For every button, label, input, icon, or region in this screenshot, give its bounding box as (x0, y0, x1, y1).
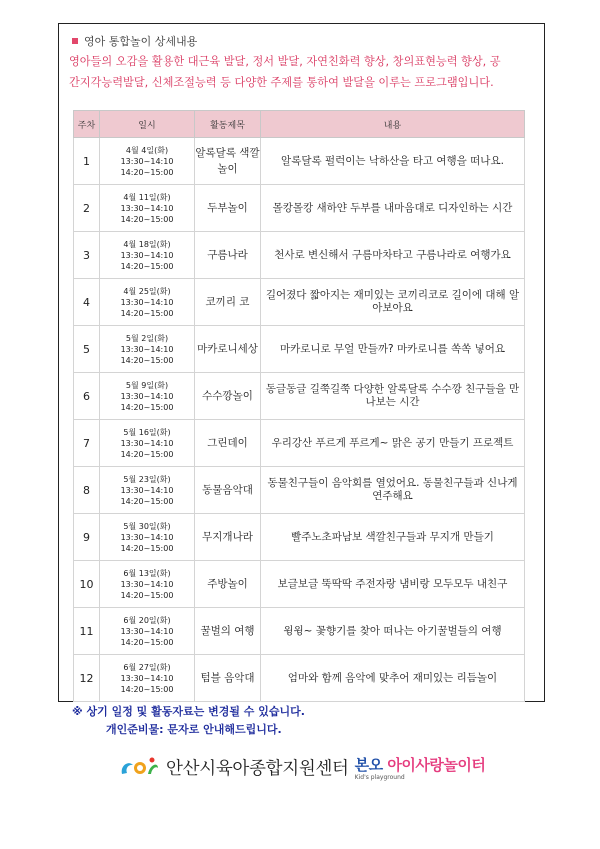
footer (118, 750, 485, 784)
section-heading-text: 영아 통합놀이 상세내용 (84, 35, 198, 48)
intro-text (69, 51, 543, 93)
brand-part-2: 아이사랑놀이터 (387, 755, 486, 774)
row-time-1: 13:30~14:10 (120, 626, 174, 636)
header-content: 내용 (261, 111, 525, 138)
row-date: 6월 20일(화) (123, 615, 171, 625)
row-week: 10 (74, 561, 100, 608)
row-title: 텀블 음악대 (195, 655, 261, 702)
intro-line-1: 영아들의 오감을 활용한 대근육 발달, 정서 발달, 자연친화력 향상, 창의표현능력 향상, 공 (69, 55, 501, 68)
row-time-2: 14:20~15:00 (120, 214, 174, 224)
row-date: 4월 25일(화) (123, 286, 171, 296)
row-content: 동물친구들이 음악회를 열었어요. 동물친구들과 신나게 연주해요 (261, 467, 525, 514)
row-datetime (100, 373, 195, 420)
row-date: 4월 11일(화) (123, 192, 171, 202)
row-time-2: 14:20~15:00 (120, 684, 174, 694)
section-heading (72, 33, 197, 49)
row-title: 동물음악대 (195, 467, 261, 514)
brand-subtitle: Kid's playground (354, 773, 405, 781)
row-time-2: 14:20~15:00 (120, 402, 174, 412)
table-header-row (74, 111, 525, 138)
row-content: 엄마와 함께 음악에 맞추어 재미있는 리듬놀이 (261, 655, 525, 702)
center-logo-icon (118, 754, 160, 780)
header-week: 주차 (74, 111, 100, 138)
row-week: 4 (74, 279, 100, 326)
row-week: 1 (74, 138, 100, 185)
row-time-1: 13:30~14:10 (120, 297, 174, 307)
row-time-1: 13:30~14:10 (120, 156, 174, 166)
row-date: 4월 4일(화) (125, 145, 169, 155)
row-time-1: 13:30~14:10 (120, 344, 174, 354)
row-week: 11 (74, 608, 100, 655)
row-title: 코끼리 코 (195, 279, 261, 326)
row-time-1: 13:30~14:10 (120, 673, 174, 683)
row-content: 몰캉몰캉 새하얀 두부를 내마음대로 디자인하는 시간 (261, 185, 525, 232)
row-title: 꿀벌의 여행 (195, 608, 261, 655)
row-time-1: 13:30~14:10 (120, 391, 174, 401)
row-title: 두부놀이 (195, 185, 261, 232)
row-datetime (100, 514, 195, 561)
row-week: 6 (74, 373, 100, 420)
row-time-2: 14:20~15:00 (120, 543, 174, 553)
table-row (74, 373, 525, 420)
row-time-2: 14:20~15:00 (120, 355, 174, 365)
table-row (74, 608, 525, 655)
row-title: 구름나라 (195, 232, 261, 279)
row-time-2: 14:20~15:00 (120, 167, 174, 177)
row-date: 6월 27일(화) (123, 662, 171, 672)
row-week: 3 (74, 232, 100, 279)
row-date: 5월 16일(화) (123, 427, 171, 437)
row-content: 길어졌다 짧아지는 재미있는 코끼리코로 길이에 대해 알아보아요 (261, 279, 525, 326)
row-time-1: 13:30~14:10 (120, 250, 174, 260)
row-datetime (100, 467, 195, 514)
table-row (74, 420, 525, 467)
table-row (74, 326, 525, 373)
row-time-1: 13:30~14:10 (120, 438, 174, 448)
row-datetime (100, 655, 195, 702)
table-row (74, 138, 525, 185)
row-datetime (100, 326, 195, 373)
table-row (74, 561, 525, 608)
row-content: 빨주노초파남보 색깔친구들과 무지개 만들기 (261, 514, 525, 561)
row-content: 윙윙~ 꽃향기를 찾아 떠나는 아기꿀벌들의 여행 (261, 608, 525, 655)
row-date: 5월 30일(화) (123, 521, 171, 531)
row-datetime (100, 279, 195, 326)
brand-part-1: 본오 (354, 755, 383, 774)
row-datetime (100, 232, 195, 279)
row-title: 수수깡놀이 (195, 373, 261, 420)
brand-logo (355, 754, 486, 781)
row-time-2: 14:20~15:00 (120, 637, 174, 647)
row-datetime (100, 561, 195, 608)
row-date: 5월 2일(화) (125, 333, 169, 343)
row-week: 7 (74, 420, 100, 467)
row-week: 12 (74, 655, 100, 702)
row-content: 우리강산 푸르게 푸르게~ 맑은 공기 만들기 프로젝트 (261, 420, 525, 467)
row-title: 무지개나라 (195, 514, 261, 561)
header-date: 일시 (100, 111, 195, 138)
row-time-1: 13:30~14:10 (120, 532, 174, 542)
row-datetime (100, 608, 195, 655)
row-content: 보글보글 뚝딱딱 주전자랑 냄비랑 모두모두 내친구 (261, 561, 525, 608)
row-date: 5월 23일(화) (123, 474, 171, 484)
table-row (74, 655, 525, 702)
row-week: 5 (74, 326, 100, 373)
center-name: 안산시육아종합지원센터 (166, 758, 349, 779)
row-content: 천사로 변신해서 구름마차타고 구름나라로 여행가요 (261, 232, 525, 279)
header-title: 활동제목 (195, 111, 261, 138)
row-datetime (100, 138, 195, 185)
row-title: 주방놀이 (195, 561, 261, 608)
row-datetime (100, 420, 195, 467)
intro-line-2: 간지각능력발달, 신체조절능력 등 다양한 주제를 통하여 발달을 이루는 프로그램입니다. (69, 76, 494, 89)
notice-line-1: ※ 상기 일정 및 활동자료는 변경될 수 있습니다. (72, 705, 305, 718)
table-row (74, 279, 525, 326)
row-date: 4월 18일(화) (123, 239, 171, 249)
row-content: 마카로니로 무얼 만들까? 마카로니를 쏙쏙 넣어요 (261, 326, 525, 373)
row-time-2: 14:20~15:00 (120, 449, 174, 459)
row-content: 알록달록 펄럭이는 낙하산을 타고 여행을 떠나요. (261, 138, 525, 185)
row-title: 알록달록 색깔놀이 (195, 138, 261, 185)
row-title: 그린데이 (195, 420, 261, 467)
row-title: 마카로니세상 (195, 326, 261, 373)
table-row (74, 232, 525, 279)
notice-line-2: 개인준비물: 문자로 안내해드립니다. (106, 723, 282, 736)
row-time-1: 13:30~14:10 (120, 485, 174, 495)
schedule-table (73, 110, 525, 702)
row-date: 5월 9일(화) (125, 380, 169, 390)
row-week: 8 (74, 467, 100, 514)
row-time-2: 14:20~15:00 (120, 496, 174, 506)
row-week: 9 (74, 514, 100, 561)
table-row (74, 185, 525, 232)
row-time-2: 14:20~15:00 (120, 308, 174, 318)
row-content: 동글동글 길쭉길쭉 다양한 알록달록 수수깡 친구들을 만나보는 시간 (261, 373, 525, 420)
table-row (74, 467, 525, 514)
row-date: 6월 13일(화) (123, 568, 171, 578)
row-datetime (100, 185, 195, 232)
bullet-icon (72, 38, 78, 44)
table-row (74, 514, 525, 561)
row-time-1: 13:30~14:10 (120, 203, 174, 213)
row-week: 2 (74, 185, 100, 232)
row-time-2: 14:20~15:00 (120, 590, 174, 600)
row-time-1: 13:30~14:10 (120, 579, 174, 589)
row-time-2: 14:20~15:00 (120, 261, 174, 271)
